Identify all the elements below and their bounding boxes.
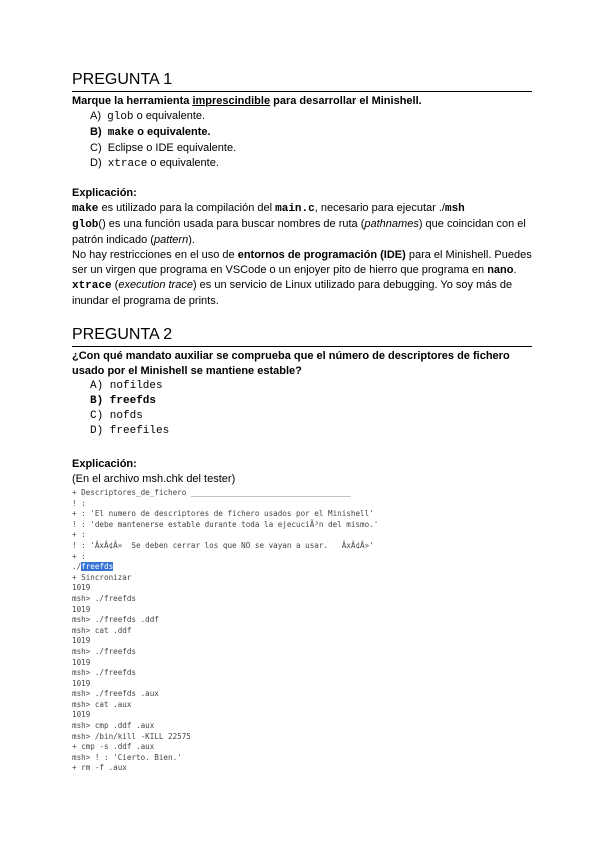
option-b-correct: B) make o equivalente. xyxy=(90,126,211,139)
option-c: C) nofds xyxy=(90,410,143,422)
options xyxy=(72,109,532,172)
explanation-heading: Explicación: xyxy=(72,187,137,199)
question-text: Marque la herramienta imprescindible para desarrollar el Minishell. xyxy=(72,95,422,107)
question-1 xyxy=(72,70,532,309)
tester-code-screenshot: + Descriptores_de_fichero ___________________________________ ! : + : 'El numero de descriptores de fichero usados por el Minishell' ! : 'debe mantenerse estable durante toda la ejecuciÃ³n del mismo.' + : ! : 'ÂxÂ¢Â» Se deben cerrar los que NO se vayan a usar. ÂxÂ¢Â»' + : ./freefds + Sincronizar 1019 msh> ./freefds 1019 msh> ./freefds .ddf msh> cat .ddf 1019 msh> ./freefds 1019 msh> ./freefds 1019 msh> ./freefds .aux msh> cat .aux 1019 msh> cmp .ddf .aux msh> /bin/kill -KILL 22575 + cmp -s .ddf .aux msh> ! : 'Cierto. Bien.' + rm -f .aux xyxy=(72,488,379,773)
explanation-make: make es utilizado para la compilación del main.c, necesario para ejecutar ./msh xyxy=(72,202,465,215)
explanation-glob: glob() es una función usada para buscar nombres de ruta (pathnames) que coincidan con el patrón indicado (pattern). xyxy=(72,218,526,246)
option-d: D) freefiles xyxy=(90,425,170,437)
option-a: A) nofildes xyxy=(90,380,163,392)
explanation-heading: Explicación: xyxy=(72,458,137,470)
option-c: C) Eclipse o IDE equivalente. xyxy=(90,142,237,154)
explanation-text: (En el archivo msh.chk del tester) xyxy=(72,473,236,485)
explanation-ide: No hay restricciones en el uso de entornos de programación (IDE) para el Minishell. Puedes ser un virgen que programa en VSCode o un enjoyer pito de hierro que programa en nano. xyxy=(72,249,532,276)
question-title: PREGUNTA 1 xyxy=(72,70,532,92)
question-text: ¿Con qué mandato auxiliar se comprueba que el número de descriptores de fichero usado por el Minishell se mantiene estable? xyxy=(72,350,510,377)
explanation-xtrace: xtrace (execution trace) es un servicio de Linux utilizado para debugging. Yo soy más de inundar el programa de prints. xyxy=(72,279,513,307)
highlighted-text: freefds xyxy=(81,562,114,572)
question-2 xyxy=(72,325,532,774)
option-d: D) xtrace o equivalente. xyxy=(90,157,219,170)
options xyxy=(72,379,532,439)
option-a: A) glob o equivalente. xyxy=(90,110,206,123)
question-title: PREGUNTA 2 xyxy=(72,325,532,347)
option-b-correct: B) freefds xyxy=(90,395,157,407)
